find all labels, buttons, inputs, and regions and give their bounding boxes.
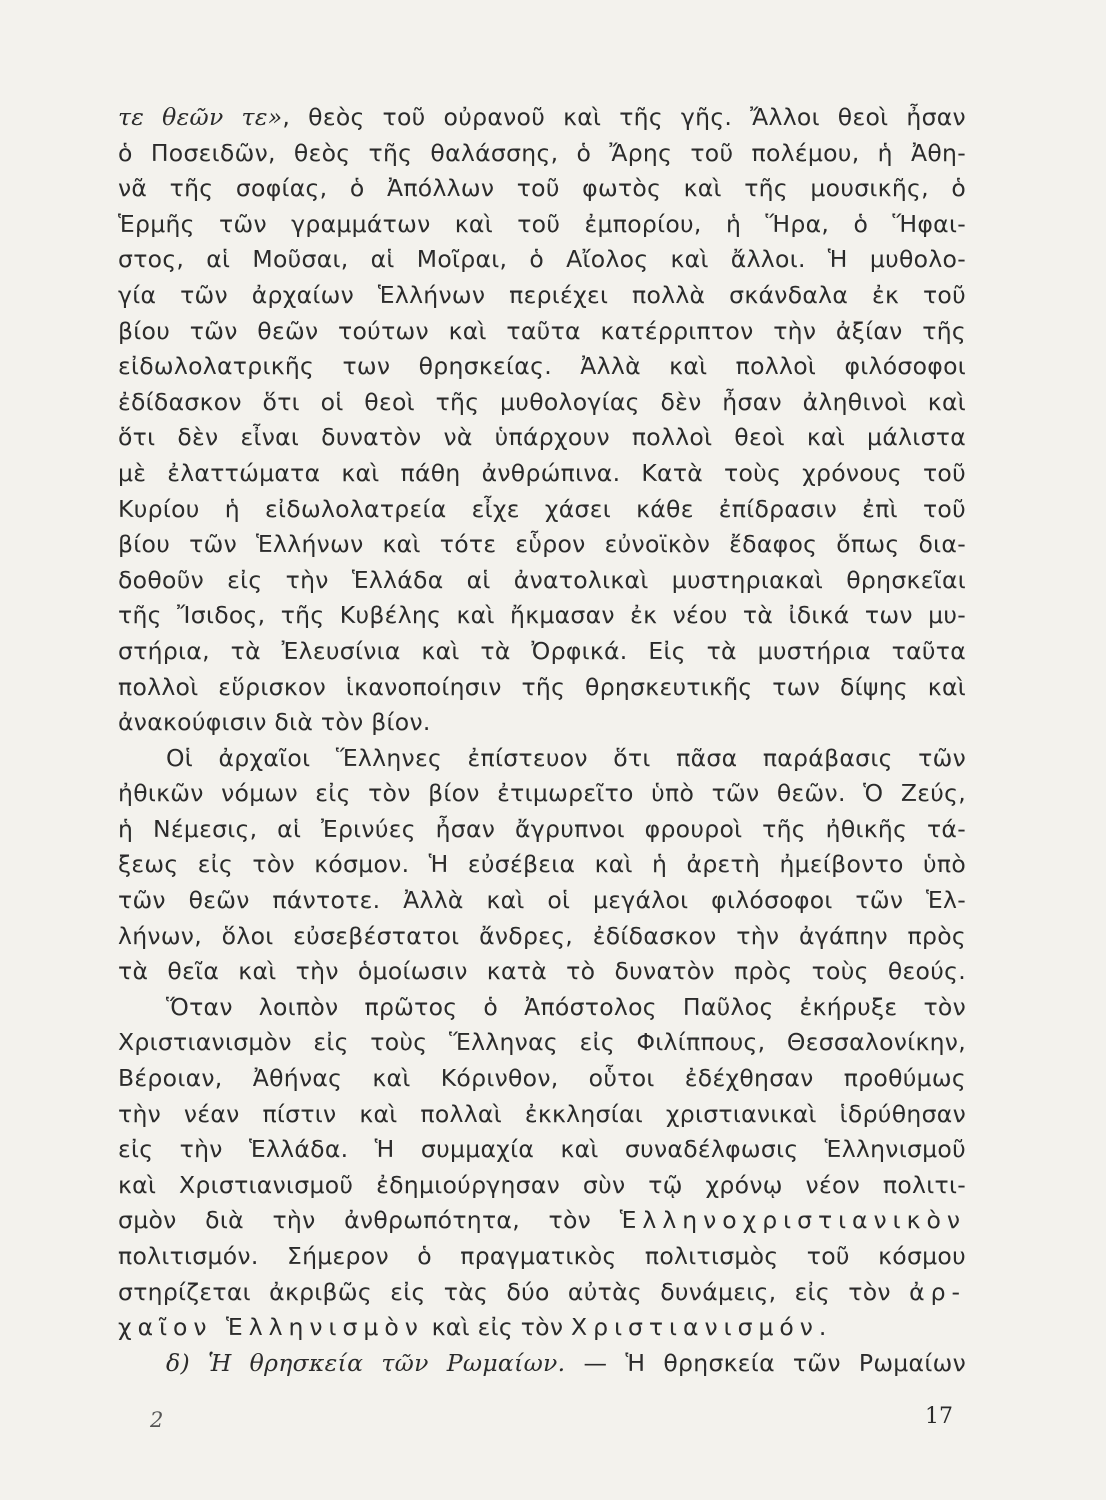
page-number: 17	[925, 1404, 953, 1429]
text-line: τε θεῶν τε», θεὸς τοῦ οὐρανοῦ καὶ τῆς γῆς. Ἄλλοι θεοὶ ἦσαν	[118, 103, 966, 131]
text-line: τῆς Ἴσιδος, τῆς Κυβέλης καὶ ἤκμασαν ἐκ νέου τὰ ἰδικά των μυ-	[118, 601, 966, 630]
text-line: μὲ ἐλαττώματα καὶ πάθη ἀνθρώπινα. Κατὰ τοὺς χρόνους τοῦ	[118, 458, 966, 487]
text-line: Ἑρμῆς τῶν γραμμάτων καὶ τοῦ ἐμπορίου, ἡ Ἥρα, ὁ Ἥφαι-	[118, 209, 966, 238]
text-line: στήρια, τὰ Ἐλευσίνια καὶ τὰ Ὀρφικά. Εἰς τὰ μυστήρια ταῦτα	[118, 636, 966, 665]
text-line: γία τῶν ἀρχαίων Ἑλλήνων περιέχει πολλὰ σκάνδαλα ἐκ τοῦ	[118, 280, 966, 309]
text-line: πολλοὶ εὕρισκον ἱκανοποίησιν τῆς θρησκευτικῆς των δίψης καὶ	[118, 672, 966, 701]
text-line: βίου τῶν Ἑλλήνων καὶ τότε εὗρον εὐνοϊκὸν ἔδαφος ὅπως δια-	[118, 530, 966, 559]
text-line: εἰδωλολατρικῆς των θρησκείας. Ἀλλὰ καὶ πολλοὶ φιλόσοφοι	[118, 352, 966, 381]
text-line: στος, αἱ Μοῦσαι, αἱ Μοῖραι, ὁ Αἴολος καὶ ἄλλοι. Ἡ μυθολο-	[118, 245, 966, 274]
text-line: σμὸν διὰ τὴν ἀνθρωπότητα, τὸν Ἑλληνοχριστιανικὸν	[118, 1206, 966, 1235]
text-line: Οἱ ἀρχαῖοι Ἕλληνες ἐπίστευον ὅτι πᾶσα παράβασις τῶν	[166, 743, 966, 772]
text-line: ὅτι δὲν εἶναι δυνατὸν νὰ ὑπάρχουν πολλοὶ θεοὶ καὶ μάλιστα	[118, 423, 966, 452]
text-line: λήνων, ὅλοι εὐσεβέστατοι ἄνδρες, ἐδίδασκον τὴν ἀγάπην πρὸς	[118, 921, 966, 950]
text-line: Βέροιαν, Ἀθήνας καὶ Κόρινθον, οὗτοι ἐδέχθησαν προθύμως	[118, 1064, 966, 1093]
text-line: ἠθικῶν νόμων εἰς τὸν βίον ἐτιμωρεῖτο ὑπὸ τῶν θεῶν. Ὁ Ζεύς,	[118, 779, 966, 808]
text-line: Κυρίου ἡ εἰδωλολατρεία εἶχε χάσει κάθε ἐπίδρασιν ἐπὶ τοῦ	[118, 494, 966, 523]
signature-mark: 2	[150, 1408, 164, 1432]
text-line: τὴν νέαν πίστιν καὶ πολλαὶ ἐκκλησίαι χριστιανικαὶ ἱδρύθησαν	[118, 1099, 966, 1128]
section-heading-line: δ) Ἡ θρησκεία τῶν Ρωμαίων. — Ἡ θρησκεία τῶν Ρωμαίων	[166, 1348, 966, 1377]
text-line: ἀνακούφισιν διὰ τὸν βίον.	[118, 708, 431, 737]
text-line: Ὅταν λοιπὸν πρῶτος ὁ Ἀπόστολος Παῦλος ἐκήρυξε τὸν	[166, 992, 966, 1021]
text-line: εἰς τὴν Ἑλλάδα. Ἡ συμμαχία καὶ συναδέλφωσις Ἑλληνισμοῦ	[118, 1135, 966, 1164]
text-line: ξεως εἰς τὸν κόσμον. Ἡ εὐσέβεια καὶ ἡ ἀρετὴ ἠμείβοντο ὑπὸ	[118, 850, 966, 879]
text-line: στηρίζεται ἀκριβῶς εἰς τὰς δύο αὐτὰς δυνάμεις, εἰς τὸν ἀρ-	[118, 1277, 966, 1306]
text-line: ὁ Ποσειδῶν, θεὸς τῆς θαλάσσης, ὁ Ἄρης τοῦ πολέμου, ἡ Ἀθη-	[118, 138, 966, 167]
text-line: τὰ θεῖα καὶ τὴν ὁμοίωσιν κατὰ τὸ δυνατὸν πρὸς τοὺς θεούς.	[118, 957, 966, 986]
text-line: χαῖον Ἑλληνισμὸν καὶ εἰς τὸν Χριστιανισμόν.	[118, 1313, 833, 1342]
text-line: καὶ Χριστιανισμοῦ ἐδημιούργησαν σὺν τῷ χρόνῳ νέον πολιτι-	[118, 1170, 966, 1199]
text-line: πολιτισμόν. Σήμερον ὁ πραγματικὸς πολιτισμὸς τοῦ κόσμου	[118, 1242, 966, 1270]
text-line: δοθοῦν εἰς τὴν Ἑλλάδα αἱ ἀνατολικαὶ μυστηριακαὶ θρησκεῖαι	[118, 565, 966, 594]
text-line: ἐδίδασκον ὅτι οἱ θεοὶ τῆς μυθολογίας δὲν ἦσαν ἀληθινοὶ καὶ	[118, 387, 966, 416]
text-line: βίου τῶν θεῶν τούτων καὶ ταῦτα κατέρριπτον τὴν ἀξίαν τῆς	[118, 316, 966, 345]
text-line: Χριστιανισμὸν εἰς τοὺς Ἕλληνας εἰς Φιλίππους, Θεσσαλονίκην,	[118, 1028, 966, 1057]
text-line: νᾶ τῆς σοφίας, ὁ Ἀπόλλων τοῦ φωτὸς καὶ τῆς μουσικῆς, ὁ	[118, 174, 966, 203]
text-line: τῶν θεῶν πάντοτε. Ἀλλὰ καὶ οἱ μεγάλοι φιλόσοφοι τῶν Ἑλ-	[118, 886, 966, 915]
body-text	[118, 100, 966, 1381]
text-line: ἡ Νέμεσις, αἱ Ἐρινύες ἦσαν ἄγρυπνοι φρουροὶ τῆς ἠθικῆς τά-	[118, 814, 966, 843]
